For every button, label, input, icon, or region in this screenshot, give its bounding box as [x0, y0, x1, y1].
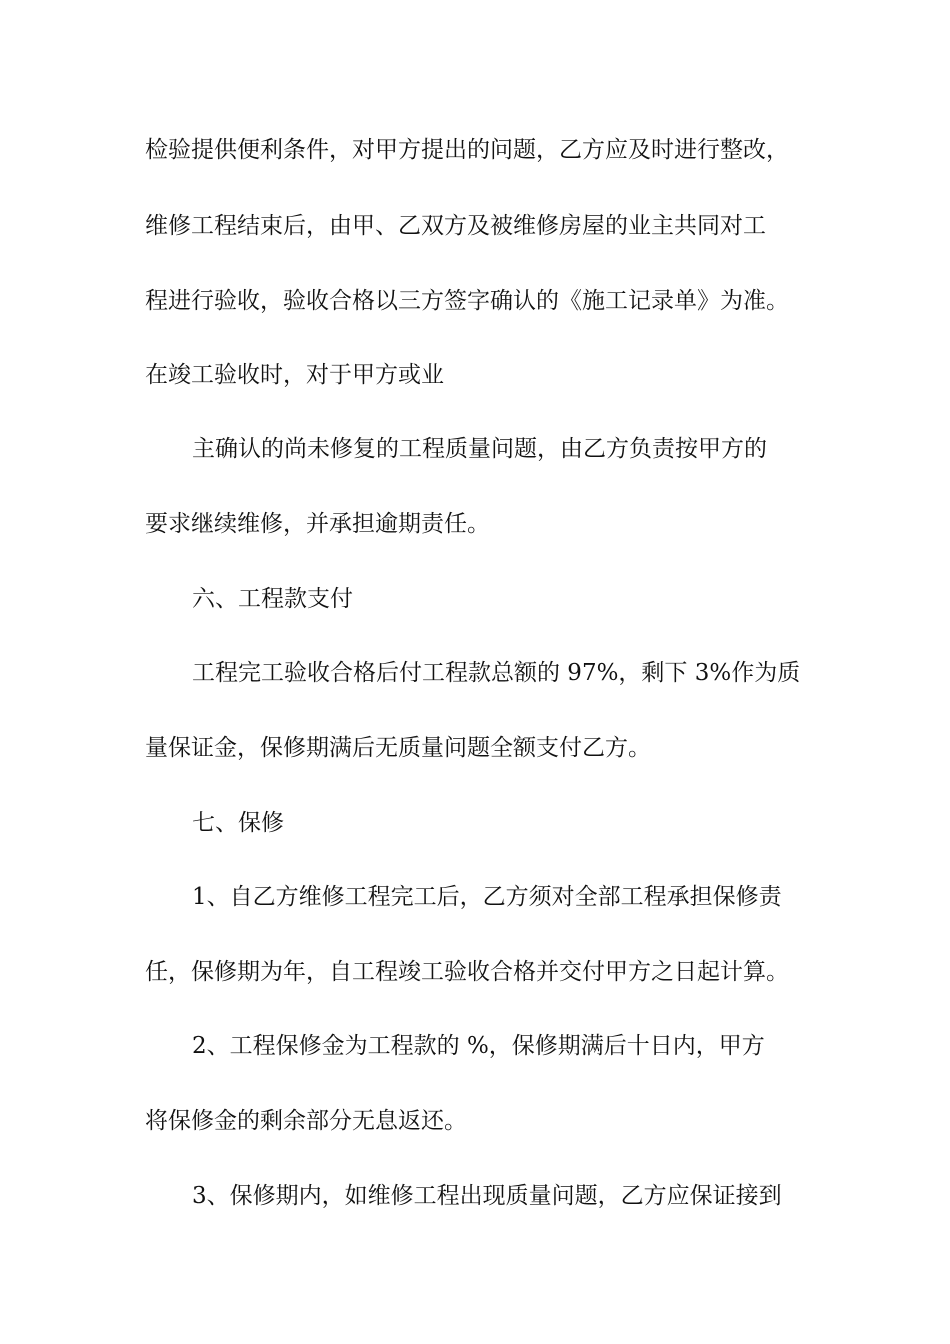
section-heading: 七、保修 — [192, 810, 284, 836]
paragraph-line: 维修工程结束后，由甲、乙双方及被维修房屋的业主共同对工 — [145, 213, 766, 239]
paragraph-line: 在竣工验收时，对于甲方或业 — [145, 362, 444, 388]
paragraph-line: 主确认的尚未修复的工程质量问题，由乙方负责按甲方的 — [192, 436, 767, 462]
paragraph-line: 程进行验收，验收合格以三方签字确认的《施工记录单》为准。 — [145, 288, 789, 314]
paragraph-line: 量保证金，保修期满后无质量问题全额支付乙方。 — [145, 735, 651, 761]
paragraph-line: 3、保修期内，如维修工程出现质量问题，乙方应保证接到 — [192, 1183, 782, 1209]
paragraph-line: 1、自乙方维修工程完工后，乙方须对全部工程承担保修责 — [192, 884, 782, 910]
paragraph-line: 2、工程保修金为工程款的 %，保修期满后十日内，甲方 — [192, 1033, 765, 1059]
paragraph-line: 任，保修期为年，自工程竣工验收合格并交付甲方之日起计算。 — [145, 959, 789, 985]
paragraph-line: 检验提供便利条件，对甲方提出的问题，乙方应及时进行整改， — [145, 137, 789, 163]
paragraph-line: 将保修金的剩余部分无息返还。 — [145, 1108, 467, 1134]
section-heading: 六、工程款支付 — [192, 586, 353, 612]
paragraph-line: 要求继续维修，并承担逾期责任。 — [145, 511, 490, 537]
paragraph-line: 工程完工验收合格后付工程款总额的 97%，剩下 3%作为质 — [192, 660, 801, 686]
